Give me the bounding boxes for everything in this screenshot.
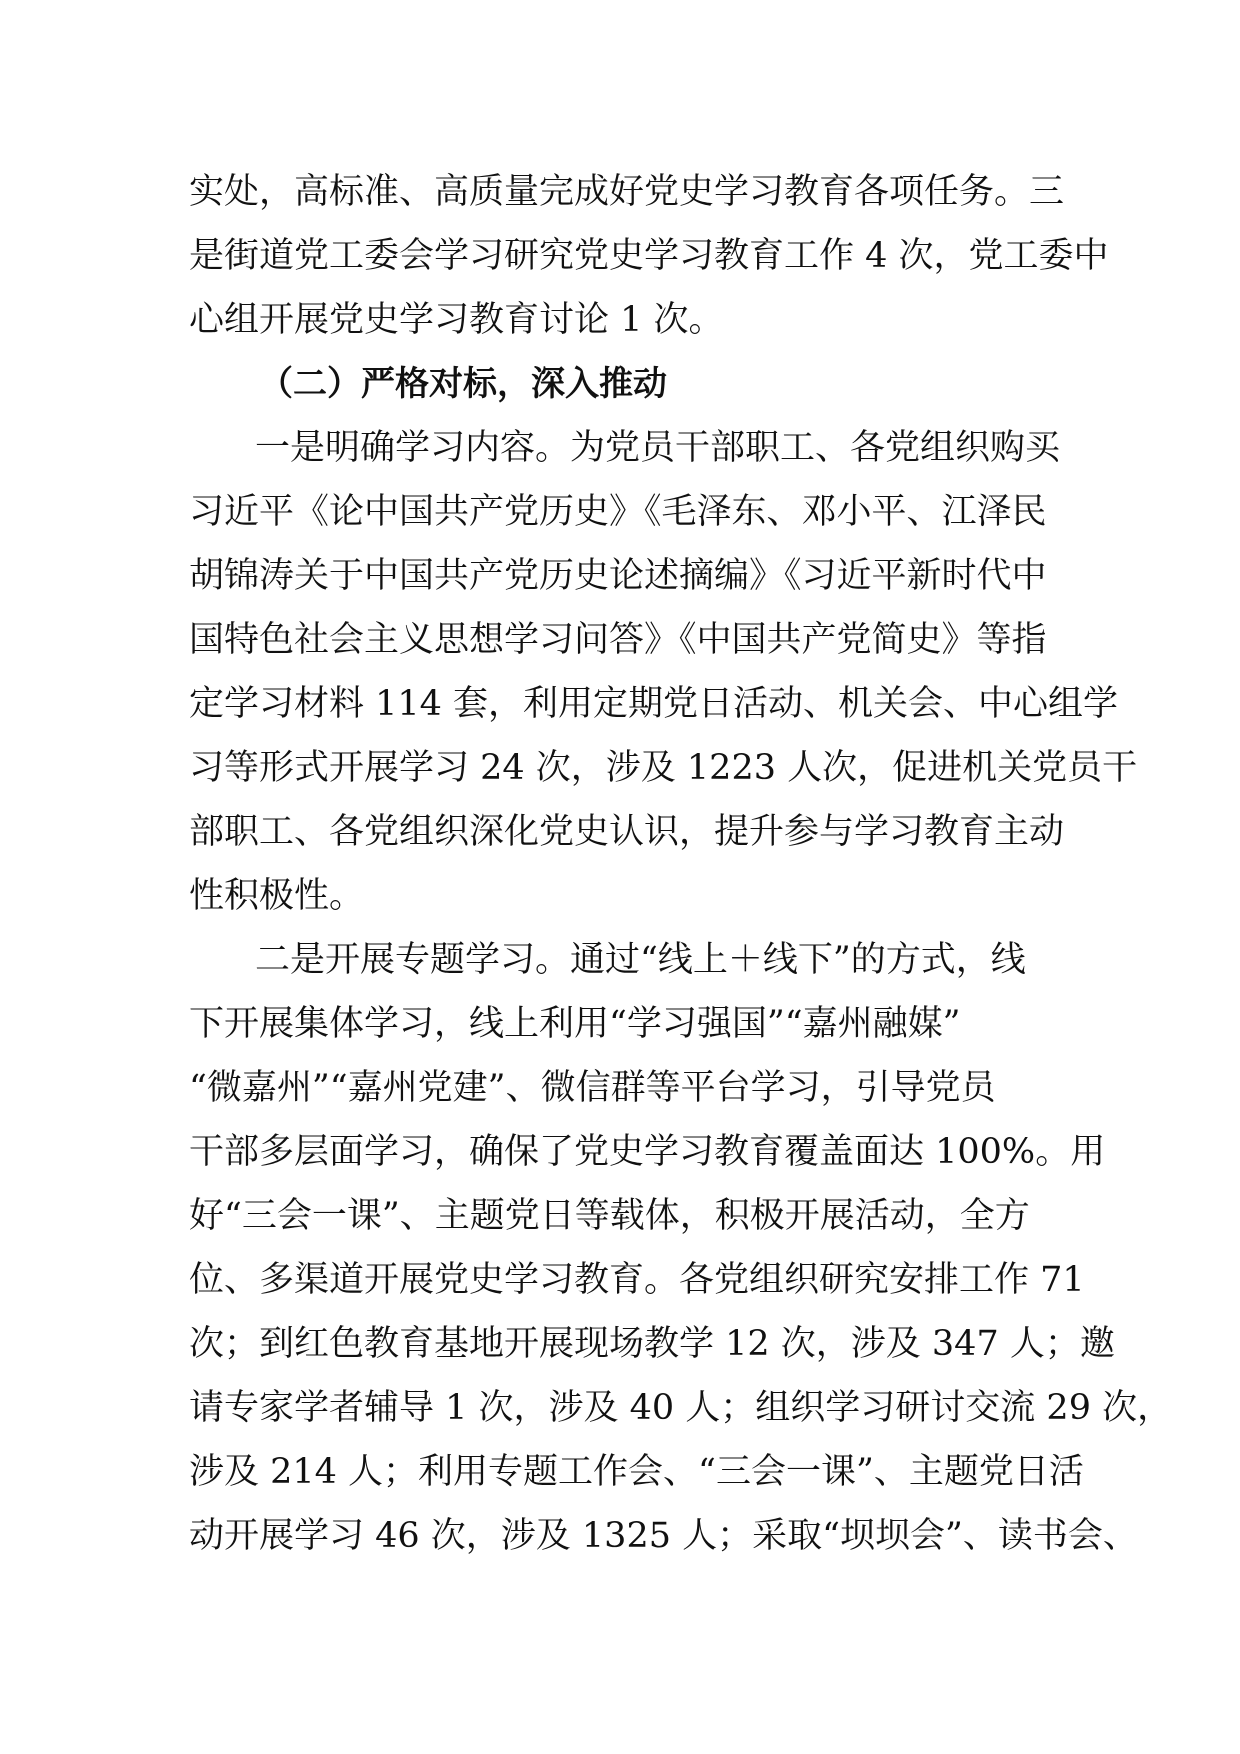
text-line: 动开展学习 46 次，涉及 1325 人；采取“坝坝会”、读书会、 (189, 1516, 1138, 1556)
text-line: 下开展集体学习，线上利用“学习强国”“嘉州融媒” (189, 1004, 961, 1044)
text-line: 次；到红色教育基地开展现场教学 12 次，涉及 347 人；邀 (189, 1324, 1115, 1364)
text-line: 定学习材料 114 套，利用定期党日活动、机关会、中心组学 (189, 684, 1119, 724)
document-page (189, 160, 1173, 1568)
text-line: 干部多层面学习，确保了党史学习教育覆盖面达 100%。用 (189, 1132, 1106, 1172)
text-line: 好“三会一课”、主题党日等载体，积极开展活动，全方 (189, 1196, 1030, 1236)
section-heading: （二）严格对标，深入推动 (259, 364, 667, 404)
text-line: 国特色社会主义思想学习问答》《中国共产党简史》等指 (189, 620, 1047, 660)
paragraph-first-line: 一是明确学习内容。为党员干部职工、各党组织购买 (255, 428, 1061, 468)
text-line: 心组开展党史学习教育讨论 1 次。 (189, 300, 724, 340)
text-line: “微嘉州”“嘉州党建”、微信群等平台学习，引导党员 (189, 1068, 996, 1108)
text-line: 请专家学者辅导 1 次，涉及 40 人；组织学习研讨交流 29 次， (189, 1388, 1173, 1428)
paragraph-first-line: 二是开展专题学习。通过“线上＋线下”的方式，线 (255, 940, 1026, 980)
text-line: 习等形式开展学习 24 次，涉及 1223 人次，促进机关党员干 (189, 748, 1138, 788)
text-line: 实处，高标准、高质量完成好党史学习教育各项任务。三 (189, 172, 1065, 212)
text-line: 性积极性。 (189, 876, 365, 916)
text-line: 涉及 214 人；利用专题工作会、“三会一课”、主题党日活 (189, 1452, 1084, 1492)
text-line: 胡锦涛关于中国共产党历史论述摘编》《习近平新时代中 (189, 556, 1047, 596)
text-line: 是街道党工委会学习研究党史学习教育工作 4 次，党工委中 (189, 236, 1109, 276)
text-line: 位、多渠道开展党史学习教育。各党组织研究安排工作 71 (189, 1260, 1085, 1300)
text-line: 习近平《论中国共产党历史》《毛泽东、邓小平、江泽民 (189, 492, 1047, 532)
text-line: 部职工、各党组织深化党史认识，提升参与学习教育主动 (189, 812, 1065, 852)
